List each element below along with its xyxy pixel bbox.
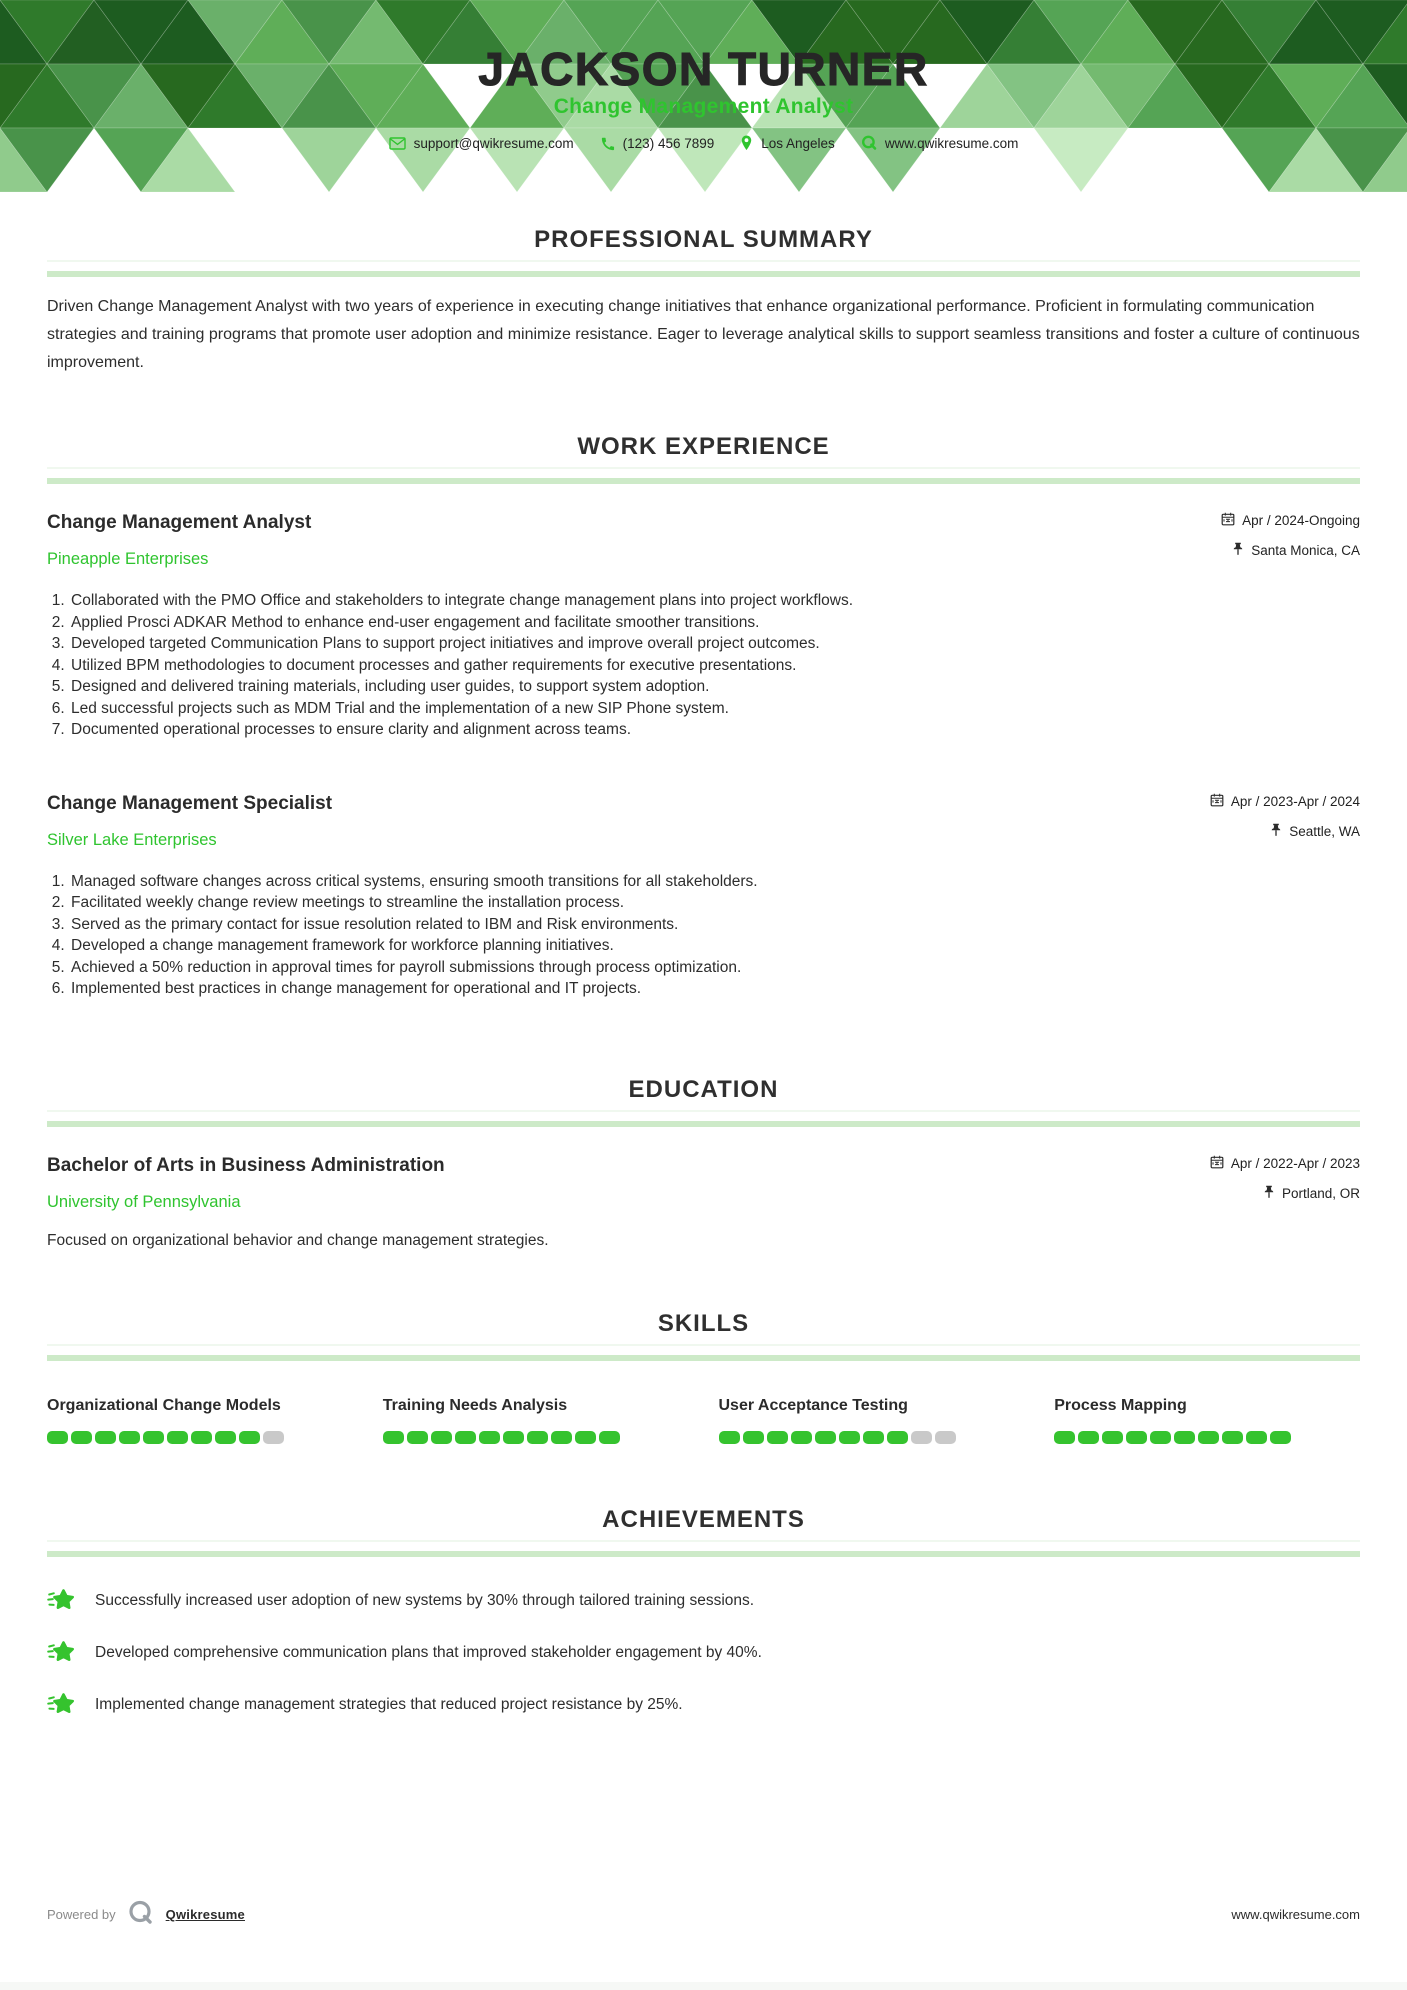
- map-pin-icon: [740, 135, 753, 151]
- education-entry: [47, 1155, 1360, 1250]
- achievement-item: [47, 1639, 1360, 1667]
- skill-segment: [503, 1431, 524, 1444]
- skill-name: Process Mapping: [1054, 1396, 1187, 1414]
- skill-segment: [911, 1431, 932, 1444]
- section-education: [47, 1076, 1360, 1250]
- phone-icon: [600, 136, 615, 151]
- candidate-title: Change Management Analyst: [553, 95, 854, 118]
- skill-segment: [263, 1431, 284, 1444]
- brand-link[interactable]: Qwikresume: [165, 1907, 245, 1922]
- calendar-icon: [1210, 1155, 1224, 1172]
- skill-segment: [743, 1431, 764, 1444]
- pushpin-icon: [1232, 542, 1244, 559]
- section-achievements: [47, 1506, 1360, 1719]
- job-bullet: 3. Developed targeted Communication Plans to support project initiatives and improve overall project outcomes.: [69, 633, 1360, 655]
- education-description: Focused on organizational behavior and change management strategies.: [47, 1231, 549, 1249]
- skill-segment: [1198, 1431, 1219, 1444]
- skill-segment: [935, 1431, 956, 1444]
- contact-location-text: Los Angeles: [761, 135, 835, 151]
- contact-row: [0, 135, 1407, 151]
- job-company: Pineapple Enterprises: [47, 550, 209, 568]
- skill-level-bar: [47, 1431, 353, 1444]
- achievements-list: [47, 1587, 1360, 1719]
- q-logo-icon: [126, 1898, 156, 1931]
- skill-segment: [1054, 1431, 1075, 1444]
- experience-heading: WORK EXPERIENCE: [577, 433, 830, 460]
- contact-phone[interactable]: [600, 136, 715, 151]
- contact-location: [740, 135, 835, 151]
- skill-segment: [767, 1431, 788, 1444]
- skill-segment: [95, 1431, 116, 1444]
- page-bottom-strip: [0, 1982, 1407, 1990]
- calendar-icon: [1210, 793, 1224, 810]
- job-bullet: 4. Developed a change management framework for workforce planning initiatives.: [69, 935, 1360, 957]
- skill-segment: [719, 1431, 740, 1444]
- job-location: Seattle, WA: [1289, 823, 1360, 839]
- skill-segment: [527, 1431, 548, 1444]
- section-professional-summary: [47, 226, 1360, 377]
- heading-divider-bar: [47, 1121, 1360, 1127]
- job-title: Change Management Analyst: [47, 512, 312, 533]
- globe-icon: [861, 135, 877, 151]
- footer-website: www.qwikresume.com: [1231, 1907, 1360, 1922]
- shining-star-icon: [47, 1639, 77, 1667]
- skill-item: [47, 1393, 353, 1444]
- powered-by-label: Powered by: [47, 1907, 116, 1922]
- section-work-experience: [47, 433, 1360, 1000]
- heading-divider-thin: [47, 1344, 1360, 1346]
- skill-segment: [431, 1431, 452, 1444]
- job-company: Silver Lake Enterprises: [47, 830, 217, 849]
- heading-divider-bar: [47, 1551, 1360, 1557]
- contact-email-text: support@qwikresume.com: [413, 135, 574, 151]
- skill-segment: [71, 1431, 92, 1444]
- achievement-text: Successfully increased user adoption of new systems by 30% through tailored training sessions.: [95, 1591, 755, 1609]
- skill-segment: [1150, 1431, 1171, 1444]
- skill-level-bar: [1054, 1431, 1360, 1444]
- job-meta: [1210, 793, 1360, 840]
- heading-divider-bar: [47, 478, 1360, 484]
- resume-body: [0, 226, 1407, 1719]
- pushpin-icon: [1263, 1185, 1275, 1202]
- skill-segment: [1246, 1431, 1267, 1444]
- skill-segment: [1126, 1431, 1147, 1444]
- footer: [47, 1898, 1360, 1931]
- skill-segment: [407, 1431, 428, 1444]
- achievement-item: [47, 1587, 1360, 1615]
- experience-entry: [47, 512, 1360, 741]
- skill-level-bar: [383, 1431, 689, 1444]
- experience-entry: [47, 793, 1360, 1000]
- job-title: Change Management Specialist: [47, 792, 333, 814]
- skill-segment: [1174, 1431, 1195, 1444]
- skill-segment: [479, 1431, 500, 1444]
- heading-divider-thin: [47, 1540, 1360, 1542]
- job-bullet: 3. Served as the primary contact for issue resolution related to IBM and Risk environments.: [69, 914, 1360, 936]
- job-dates: Apr / 2023-Apr / 2024: [1230, 793, 1360, 809]
- degree-title: Bachelor of Arts in Business Administration: [47, 1154, 445, 1176]
- achievement-text: Developed comprehensive communication plans that improved stakeholder engagement by 40%.: [95, 1643, 762, 1661]
- school-name: University of Pennsylvania: [47, 1192, 241, 1211]
- education-meta: [1210, 1155, 1360, 1202]
- skill-segment: [455, 1431, 476, 1444]
- skill-segment: [1270, 1431, 1291, 1444]
- skill-segment: [191, 1431, 212, 1444]
- job-bullet: 6. Led successful projects such as MDM Trial and the implementation of a new SIP Phone system.: [69, 698, 1360, 720]
- job-bullet: 2. Facilitated weekly change review meetings to streamline the installation process.: [69, 892, 1360, 914]
- heading-divider-thin: [47, 260, 1360, 262]
- skills-heading: SKILLS: [657, 1309, 750, 1337]
- job-bullet: 1. Managed software changes across critical systems, ensuring smooth transitions for all stakeholders.: [69, 871, 1360, 893]
- job-bullet: 4. Utilized BPM methodologies to document processes and gather requirements for executive presentations.: [69, 655, 1360, 677]
- contact-phone-text: (123) 456 7899: [622, 135, 715, 151]
- job-bullet-list: [47, 590, 1360, 741]
- skill-name: User Acceptance Testing: [718, 1396, 908, 1414]
- candidate-name: JACKSON TURNER: [478, 43, 929, 95]
- skill-segment: [1078, 1431, 1099, 1444]
- skill-item: [1054, 1393, 1360, 1444]
- skill-segment: [815, 1431, 836, 1444]
- skill-segment: [239, 1431, 260, 1444]
- contact-email[interactable]: [389, 136, 574, 151]
- skill-name: Training Needs Analysis: [382, 1396, 568, 1414]
- job-meta: [1221, 512, 1360, 559]
- education-location: Portland, OR: [1281, 1185, 1360, 1201]
- skill-segment: [863, 1431, 884, 1444]
- skill-level-bar: [719, 1431, 1025, 1444]
- skill-segment: [791, 1431, 812, 1444]
- skill-segment: [887, 1431, 908, 1444]
- skills-grid: [47, 1393, 1360, 1444]
- education-dates: Apr / 2022-Apr / 2023: [1230, 1155, 1360, 1171]
- summary-heading: PROFESSIONAL SUMMARY: [534, 226, 873, 253]
- calendar-icon: [1221, 512, 1235, 529]
- skill-name: Organizational Change Models: [47, 1396, 281, 1414]
- job-bullet-list: [47, 871, 1360, 1000]
- skill-item: [383, 1393, 689, 1444]
- job-location: Santa Monica, CA: [1251, 543, 1360, 558]
- achievement-text: Implemented change management strategies that reduced project resistance by 25%.: [95, 1695, 683, 1713]
- skill-item: [719, 1393, 1025, 1444]
- skill-segment: [119, 1431, 140, 1444]
- shining-star-icon: [47, 1587, 77, 1615]
- skill-segment: [47, 1431, 68, 1444]
- heading-divider-bar: [47, 271, 1360, 277]
- skill-segment: [383, 1431, 404, 1444]
- job-bullet: 7. Documented operational processes to ensure clarity and alignment across teams.: [69, 719, 1360, 741]
- achievements-heading: ACHIEVEMENTS: [602, 1505, 805, 1533]
- contact-website[interactable]: [861, 135, 1019, 151]
- job-bullet: 6. Implemented best practices in change management for operational and IT projects.: [69, 978, 1360, 1000]
- skill-segment: [215, 1431, 236, 1444]
- envelope-icon: [389, 137, 406, 150]
- job-bullet: 5. Achieved a 50% reduction in approval times for payroll submissions through process optimization.: [69, 957, 1360, 979]
- heading-divider-bar: [47, 1355, 1360, 1361]
- job-bullet: 2. Applied Prosci ADKAR Method to enhance end-user engagement and facilitate smoother transitions.: [69, 612, 1360, 634]
- heading-divider-thin: [47, 467, 1360, 469]
- skill-segment: [599, 1431, 620, 1444]
- achievement-item: [47, 1691, 1360, 1719]
- job-dates: Apr / 2024-Ongoing: [1242, 513, 1360, 528]
- skill-segment: [1222, 1431, 1243, 1444]
- skill-segment: [1102, 1431, 1123, 1444]
- job-bullet: 1. Collaborated with the PMO Office and stakeholders to integrate change management plans into project workflows.: [69, 590, 1360, 612]
- contact-website-text: www.qwikresume.com: [884, 135, 1019, 151]
- skill-segment: [575, 1431, 596, 1444]
- summary-text: Driven Change Management Analyst with two years of experience in executing change initiatives that enhance organizational performance. Proficient in formulating communication strategies and training programs that promote user adoption and minimize resistance. Eager to leverage analytical skills to support seamless transitions and foster a culture of continuous improvement.: [47, 298, 1360, 371]
- skill-segment: [167, 1431, 188, 1444]
- skill-segment: [551, 1431, 572, 1444]
- shining-star-icon: [47, 1691, 77, 1719]
- education-heading: EDUCATION: [628, 1075, 779, 1103]
- header-banner: [0, 0, 1407, 192]
- section-skills: [47, 1310, 1360, 1444]
- job-bullet: 5. Designed and delivered training materials, including user guides, to support system adoption.: [69, 676, 1360, 698]
- skill-segment: [143, 1431, 164, 1444]
- pushpin-icon: [1270, 823, 1282, 840]
- skill-segment: [839, 1431, 860, 1444]
- heading-divider-thin: [47, 1110, 1360, 1112]
